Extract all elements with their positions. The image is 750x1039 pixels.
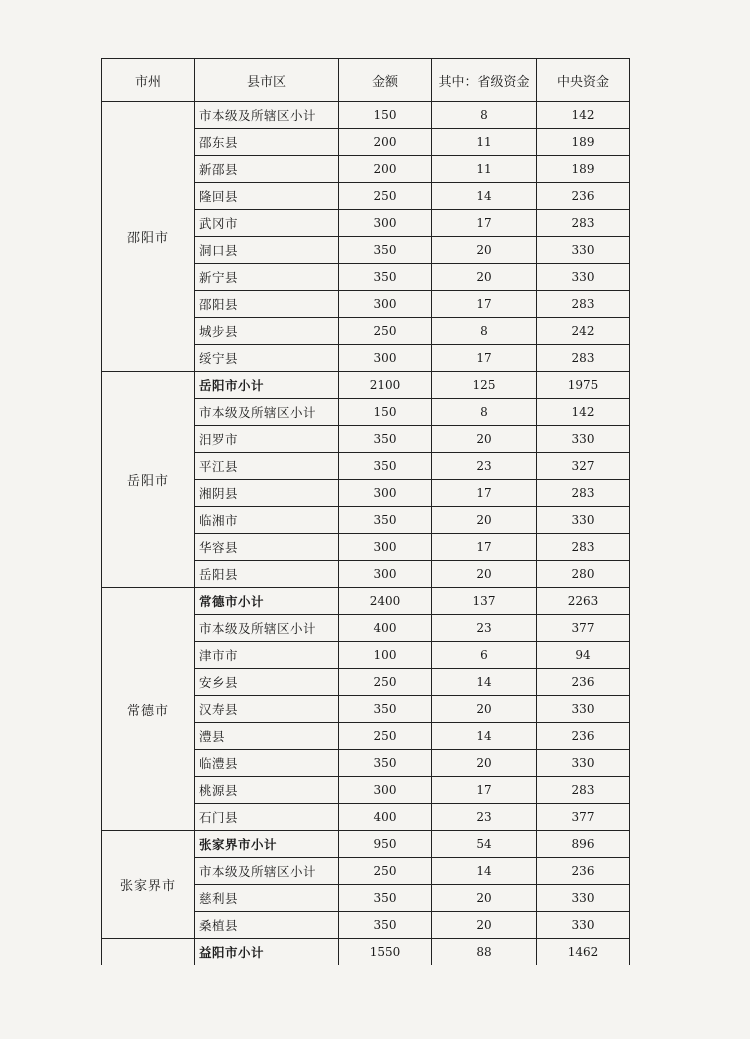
- amount-cell: 250: [339, 318, 432, 345]
- provincial-cell: 17: [432, 210, 537, 237]
- amount-cell: 250: [339, 183, 432, 210]
- amount-cell: 100: [339, 642, 432, 669]
- funding-table: [101, 58, 630, 965]
- central-cell: 283: [537, 210, 630, 237]
- central-cell: 283: [537, 345, 630, 372]
- city-cell: 常德市: [102, 588, 195, 831]
- county-cell: 安乡县: [195, 669, 339, 696]
- amount-cell: 200: [339, 129, 432, 156]
- provincial-cell: 14: [432, 858, 537, 885]
- city-cell: 张家界市: [102, 831, 195, 939]
- amount-cell: 350: [339, 750, 432, 777]
- central-cell: 283: [537, 291, 630, 318]
- city-cell: 岳阳市: [102, 372, 195, 588]
- amount-cell: 300: [339, 534, 432, 561]
- header-provincial: 其中：省级资金: [432, 59, 537, 102]
- provincial-cell: 20: [432, 264, 537, 291]
- amount-cell: 250: [339, 858, 432, 885]
- provincial-cell: 17: [432, 291, 537, 318]
- provincial-cell: 20: [432, 426, 537, 453]
- provincial-cell: 8: [432, 102, 537, 129]
- central-cell: 236: [537, 723, 630, 750]
- county-cell: 常德市小计: [195, 588, 339, 615]
- county-cell: 汉寿县: [195, 696, 339, 723]
- central-cell: 189: [537, 129, 630, 156]
- amount-cell: 150: [339, 399, 432, 426]
- subtotal-row: [102, 372, 630, 399]
- header-central: 中央资金: [537, 59, 630, 102]
- provincial-cell: 23: [432, 453, 537, 480]
- provincial-cell: 23: [432, 615, 537, 642]
- amount-cell: 300: [339, 777, 432, 804]
- central-cell: 242: [537, 318, 630, 345]
- central-cell: 94: [537, 642, 630, 669]
- county-cell: 益阳市小计: [195, 939, 339, 966]
- county-cell: 武冈市: [195, 210, 339, 237]
- central-cell: 330: [537, 750, 630, 777]
- amount-cell: 350: [339, 426, 432, 453]
- provincial-cell: 14: [432, 723, 537, 750]
- central-cell: 330: [537, 237, 630, 264]
- amount-cell: 300: [339, 291, 432, 318]
- county-cell: 临湘市: [195, 507, 339, 534]
- header-amount: 金额: [339, 59, 432, 102]
- subtotal-row: [102, 831, 630, 858]
- county-cell: 市本级及所辖区小计: [195, 102, 339, 129]
- amount-cell: 300: [339, 561, 432, 588]
- provincial-cell: 17: [432, 345, 537, 372]
- central-cell: 283: [537, 480, 630, 507]
- amount-cell: 300: [339, 345, 432, 372]
- amount-cell: 300: [339, 210, 432, 237]
- amount-cell: 350: [339, 885, 432, 912]
- provincial-cell: 20: [432, 912, 537, 939]
- county-cell: 临澧县: [195, 750, 339, 777]
- county-cell: 津市市: [195, 642, 339, 669]
- amount-cell: 2100: [339, 372, 432, 399]
- central-cell: 189: [537, 156, 630, 183]
- amount-cell: 200: [339, 156, 432, 183]
- central-cell: 377: [537, 804, 630, 831]
- amount-cell: 1550: [339, 939, 432, 966]
- subtotal-row: [102, 939, 630, 966]
- amount-cell: 950: [339, 831, 432, 858]
- central-cell: 330: [537, 696, 630, 723]
- county-cell: 市本级及所辖区小计: [195, 858, 339, 885]
- provincial-cell: 17: [432, 534, 537, 561]
- county-cell: 岳阳市小计: [195, 372, 339, 399]
- provincial-cell: 14: [432, 669, 537, 696]
- amount-cell: 400: [339, 804, 432, 831]
- county-cell: 邵阳县: [195, 291, 339, 318]
- county-cell: 张家界市小计: [195, 831, 339, 858]
- central-cell: 142: [537, 102, 630, 129]
- provincial-cell: 8: [432, 399, 537, 426]
- provincial-cell: 20: [432, 561, 537, 588]
- amount-cell: 350: [339, 264, 432, 291]
- provincial-cell: 17: [432, 480, 537, 507]
- county-cell: 石门县: [195, 804, 339, 831]
- county-cell: 慈利县: [195, 885, 339, 912]
- county-cell: 隆回县: [195, 183, 339, 210]
- county-cell: 岳阳县: [195, 561, 339, 588]
- central-cell: 236: [537, 669, 630, 696]
- header-city: 市州: [102, 59, 195, 102]
- amount-cell: 350: [339, 696, 432, 723]
- city-cell: 邵阳市: [102, 102, 195, 372]
- provincial-cell: 20: [432, 696, 537, 723]
- county-cell: 城步县: [195, 318, 339, 345]
- amount-cell: 300: [339, 480, 432, 507]
- amount-cell: 150: [339, 102, 432, 129]
- central-cell: 283: [537, 534, 630, 561]
- table-body: [102, 102, 630, 966]
- provincial-cell: 20: [432, 750, 537, 777]
- provincial-cell: 20: [432, 237, 537, 264]
- amount-cell: 250: [339, 723, 432, 750]
- provincial-cell: 20: [432, 507, 537, 534]
- central-cell: 1975: [537, 372, 630, 399]
- provincial-cell: 6: [432, 642, 537, 669]
- central-cell: 327: [537, 453, 630, 480]
- central-cell: 236: [537, 858, 630, 885]
- county-cell: 桃源县: [195, 777, 339, 804]
- amount-cell: 250: [339, 669, 432, 696]
- central-cell: 896: [537, 831, 630, 858]
- county-cell: 新宁县: [195, 264, 339, 291]
- central-cell: 377: [537, 615, 630, 642]
- provincial-cell: 125: [432, 372, 537, 399]
- central-cell: 330: [537, 507, 630, 534]
- amount-cell: 350: [339, 453, 432, 480]
- table-row: [102, 102, 630, 129]
- county-cell: 平江县: [195, 453, 339, 480]
- county-cell: 市本级及所辖区小计: [195, 615, 339, 642]
- central-cell: 142: [537, 399, 630, 426]
- amount-cell: 350: [339, 507, 432, 534]
- county-cell: 汨罗市: [195, 426, 339, 453]
- central-cell: 330: [537, 885, 630, 912]
- amount-cell: 350: [339, 912, 432, 939]
- central-cell: 283: [537, 777, 630, 804]
- header-county: 县市区: [195, 59, 339, 102]
- provincial-cell: 17: [432, 777, 537, 804]
- county-cell: 澧县: [195, 723, 339, 750]
- county-cell: 新邵县: [195, 156, 339, 183]
- county-cell: 桑植县: [195, 912, 339, 939]
- provincial-cell: 20: [432, 885, 537, 912]
- central-cell: 1462: [537, 939, 630, 966]
- amount-cell: 400: [339, 615, 432, 642]
- county-cell: 华容县: [195, 534, 339, 561]
- provincial-cell: 88: [432, 939, 537, 966]
- provincial-cell: 11: [432, 156, 537, 183]
- central-cell: 330: [537, 912, 630, 939]
- county-cell: 洞口县: [195, 237, 339, 264]
- provincial-cell: 23: [432, 804, 537, 831]
- provincial-cell: 137: [432, 588, 537, 615]
- central-cell: 280: [537, 561, 630, 588]
- provincial-cell: 54: [432, 831, 537, 858]
- central-cell: 2263: [537, 588, 630, 615]
- provincial-cell: 11: [432, 129, 537, 156]
- county-cell: 邵东县: [195, 129, 339, 156]
- county-cell: 湘阴县: [195, 480, 339, 507]
- amount-cell: 350: [339, 237, 432, 264]
- provincial-cell: 8: [432, 318, 537, 345]
- central-cell: 330: [537, 264, 630, 291]
- county-cell: 市本级及所辖区小计: [195, 399, 339, 426]
- central-cell: 330: [537, 426, 630, 453]
- central-cell: 236: [537, 183, 630, 210]
- provincial-cell: 14: [432, 183, 537, 210]
- county-cell: 绥宁县: [195, 345, 339, 372]
- city-cell: [102, 939, 195, 966]
- amount-cell: 2400: [339, 588, 432, 615]
- subtotal-row: [102, 588, 630, 615]
- table-header-row: [102, 59, 630, 102]
